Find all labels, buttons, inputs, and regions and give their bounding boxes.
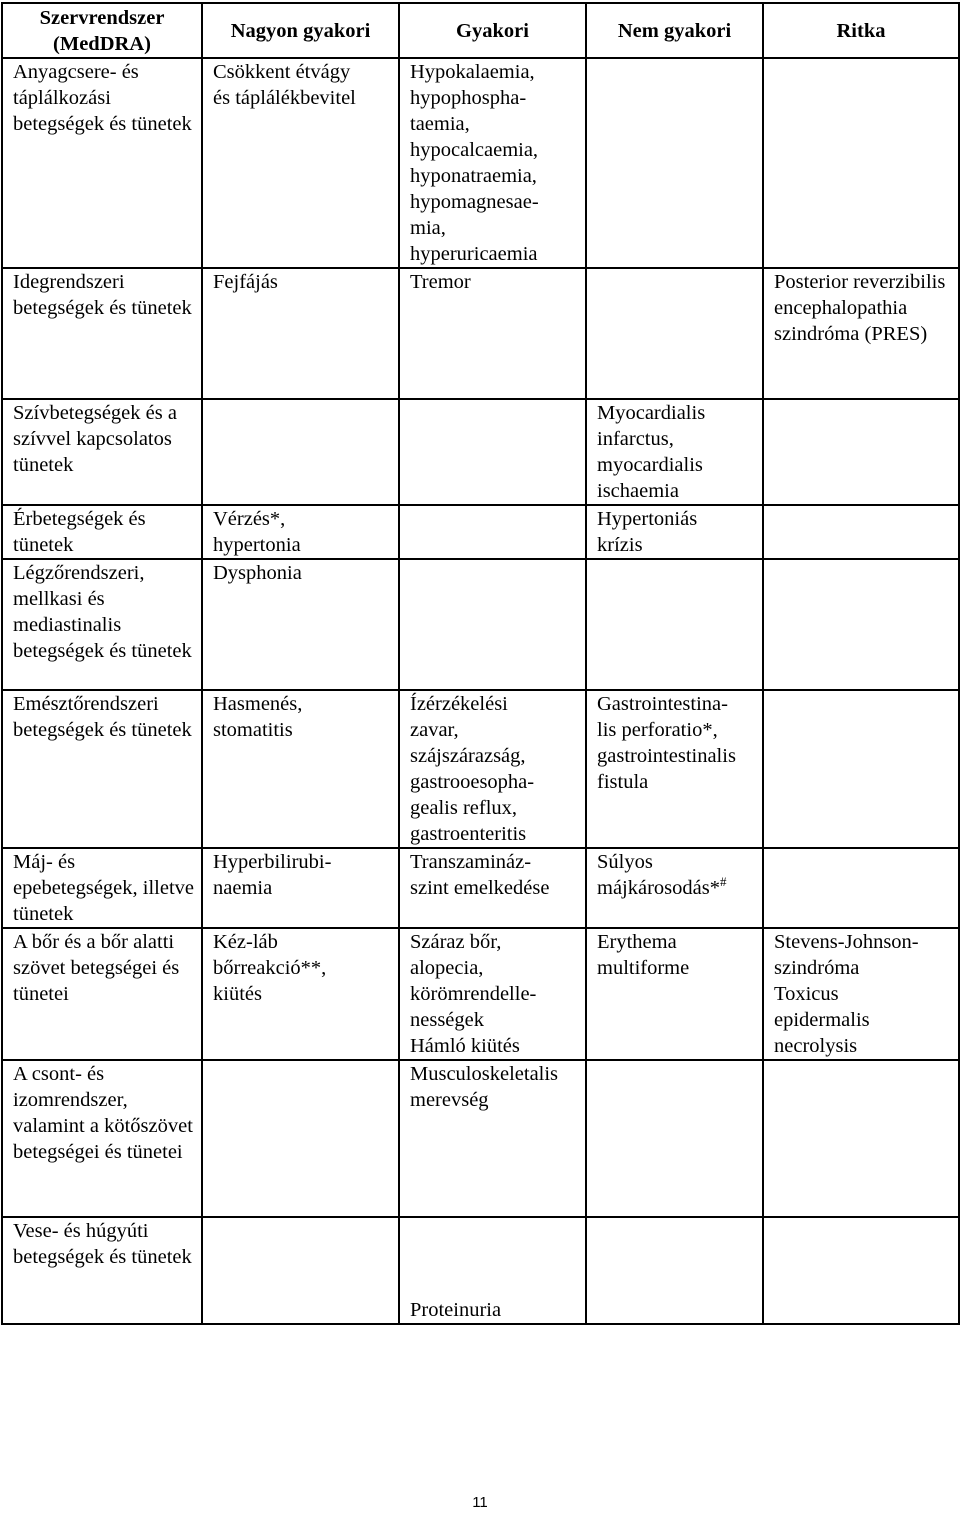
- rare-cell: [763, 1217, 959, 1324]
- uncommon-text: Súlyos májkárosodás*: [597, 851, 720, 899]
- rare-cell: [763, 690, 959, 848]
- rare-cell: [763, 1060, 959, 1217]
- rare-cell: [763, 559, 959, 690]
- header-uncommon: Nem gyakori: [586, 3, 763, 58]
- rare-cell: [763, 505, 959, 559]
- very-common-cell: Hyperbilirubi- naemia: [202, 848, 399, 928]
- table-row-musculoskeletal: [2, 1060, 959, 1217]
- rare-cell: Posterior reverzibilis encephalopathia szindróma (PRES): [763, 268, 959, 399]
- very-common-cell: Hasmenés, stomatitis: [202, 690, 399, 848]
- common-cell: Ízérzékelési zavar, szájszárazság, gastrooesopha- gealis reflux, gastroenteritis: [399, 690, 586, 848]
- common-cell: Musculoskeletalis merevség: [399, 1060, 586, 1217]
- very-common-cell: Vérzés*, hypertonia: [202, 505, 399, 559]
- common-cell: [399, 505, 586, 559]
- soc-cell: Emésztőrendszeri betegségek és tünetek: [2, 690, 202, 848]
- soc-cell: Érbetegségek és tünetek: [2, 505, 202, 559]
- table-row-nervous-system: [2, 268, 959, 399]
- uncommon-cell: Hypertoniás krízis: [586, 505, 763, 559]
- uncommon-cell: Gastrointestina- lis perforatio*, gastrointestinalis fistula: [586, 690, 763, 848]
- very-common-cell: Fejfájás: [202, 268, 399, 399]
- header-row: [2, 3, 959, 58]
- soc-cell: Vese- és húgyúti betegségek és tünetek: [2, 1217, 202, 1324]
- rare-cell: [763, 848, 959, 928]
- common-cell: Hypokalaemia, hypophospha- taemia, hypocalcaemia, hyponatraemia, hypomagnesae- mia, hyperuricaemia: [399, 58, 586, 268]
- very-common-cell: Csökkent étvágy és táplálékbevitel: [202, 58, 399, 268]
- very-common-cell: Kéz-láb bőrreakció**, kiütés: [202, 928, 399, 1060]
- soc-cell: Máj- és epebetegségek, illetve tünetek: [2, 848, 202, 928]
- table-row-respiratory: [2, 559, 959, 690]
- soc-cell: Légzőrendszeri, mellkasi és mediastinalis betegségek és tünetek: [2, 559, 202, 690]
- table-row-renal: [2, 1217, 959, 1324]
- common-cell: [399, 1217, 586, 1324]
- table-row-cardiac: [2, 399, 959, 505]
- proteinuria-text: Proteinuria: [410, 1299, 502, 1321]
- very-common-cell: Dysphonia: [202, 559, 399, 690]
- table-row-vascular: [2, 505, 959, 559]
- very-common-cell: [202, 1060, 399, 1217]
- soc-cell: Idegrendszeri betegségek és tünetek: [2, 268, 202, 399]
- soc-cell: Szívbetegségek és a szívvel kapcsolatos tünetek: [2, 399, 202, 505]
- table-row-metabolism: [2, 58, 959, 268]
- common-cell: Száraz bőr, alopecia, körömrendelle- nességek Hámló kiütés: [399, 928, 586, 1060]
- soc-cell: Anyagcsere- és táplálkozási betegségek és tünetek: [2, 58, 202, 268]
- uncommon-cell: [586, 1217, 763, 1324]
- footnote-marker: #: [719, 874, 727, 890]
- very-common-cell: [202, 399, 399, 505]
- uncommon-cell: [586, 268, 763, 399]
- table-row-skin: [2, 928, 959, 1060]
- uncommon-cell: [586, 58, 763, 268]
- uncommon-cell: [586, 848, 763, 928]
- soc-cell: A csont- és izomrendszer, valamint a kötőszövet betegségei és tünetei: [2, 1060, 202, 1217]
- table-row-hepatobiliary: [2, 848, 959, 928]
- table-row-gastrointestinal: [2, 690, 959, 848]
- uncommon-cell: [586, 559, 763, 690]
- rare-cell: [763, 58, 959, 268]
- common-cell: Tremor: [399, 268, 586, 399]
- uncommon-cell: [586, 1060, 763, 1217]
- rare-cell: Stevens-Johnson- szindróma Toxicus epidermalis necrolysis: [763, 928, 959, 1060]
- adverse-reactions-table: [1, 2, 960, 1325]
- header-common: Gyakori: [399, 3, 586, 58]
- very-common-cell: [202, 1217, 399, 1324]
- page-number: 11: [472, 1494, 488, 1511]
- uncommon-cell: Myocardialis infarctus, myocardialis ischaemia: [586, 399, 763, 505]
- header-very-common: Nagyon gyakori: [202, 3, 399, 58]
- uncommon-cell: Erythema multiforme: [586, 928, 763, 1060]
- common-cell: [399, 559, 586, 690]
- header-soc: Szervrendszer (MedDRA): [2, 3, 202, 58]
- rare-cell: [763, 399, 959, 505]
- header-rare: Ritka: [763, 3, 959, 58]
- common-cell: Transzamináz- szint emelkedése: [399, 848, 586, 928]
- soc-cell: A bőr és a bőr alatti szövet betegségei és tünetei: [2, 928, 202, 1060]
- common-cell: [399, 399, 586, 505]
